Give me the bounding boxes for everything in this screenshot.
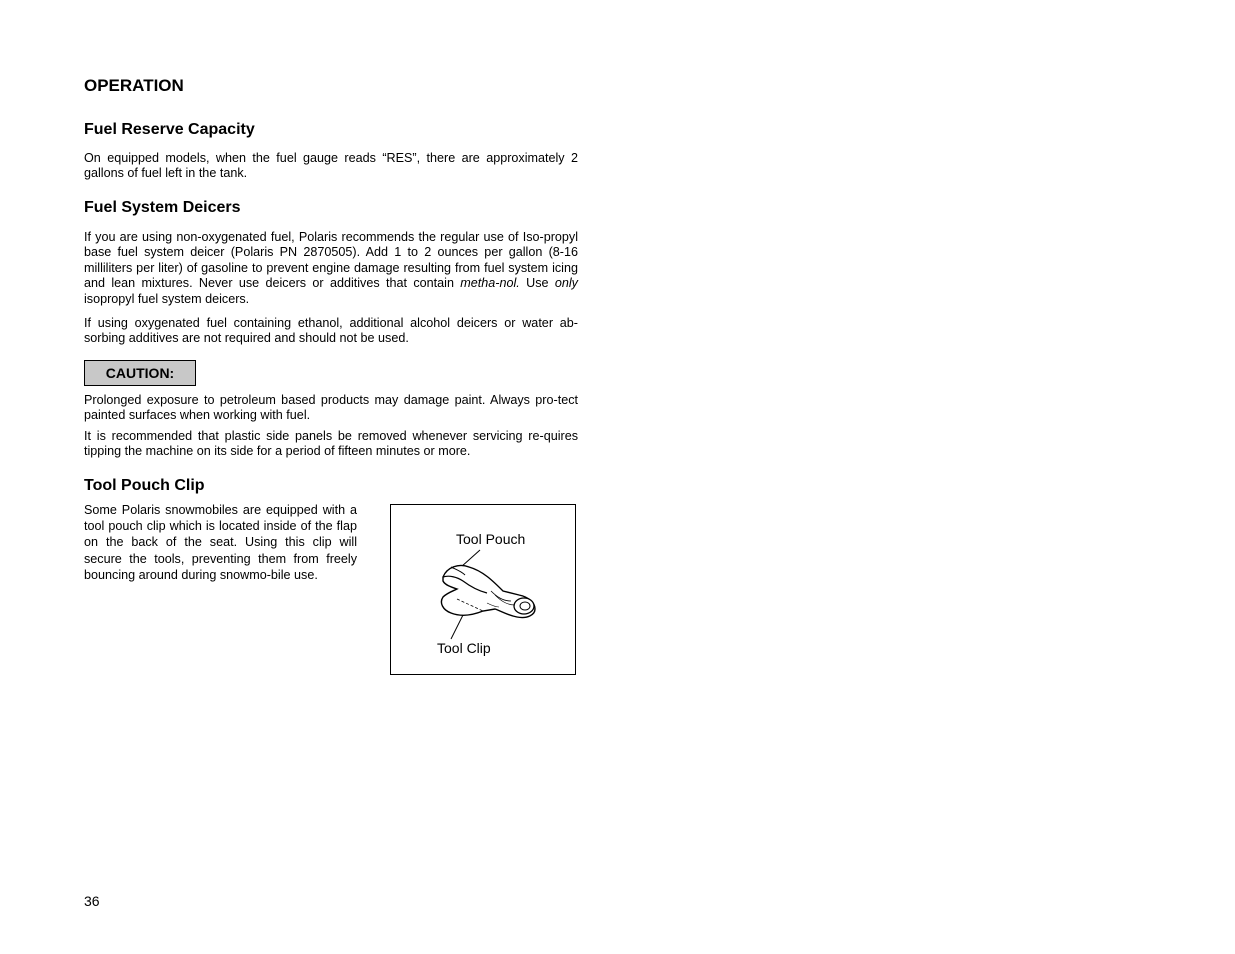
- heading-fuel-reserve: Fuel Reserve Capacity: [84, 121, 255, 138]
- label-tool-clip: Tool Clip: [437, 640, 491, 656]
- tool-pouch-figure: [390, 504, 576, 675]
- label-tool-pouch: Tool Pouch: [456, 531, 526, 547]
- heading-fuel-deicers: Fuel System Deicers: [84, 199, 241, 216]
- page-number: 36: [84, 893, 100, 909]
- paragraph-deicers-1: If you are using non-oxygenated fuel, Polaris recommends the regular use of Iso-propyl base fuel system deicer (Polaris PN 2870505). Add 1 to 2 ounces per gallon (8-16 milliliters per liter) of gasoline to prevent engine damage resulting from fuel system icing and lean mixtures. Never use deicers or additives that contain metha-nol. Use only isopropyl fuel system deicers.: [84, 230, 578, 306]
- section-title: OPERATION: [84, 76, 184, 95]
- paragraph-tool-pouch: Some Polaris snowmobiles are equipped with a tool pouch clip which is located inside of the flap on the back of the seat. Using this clip will secure the tools, preventing them from freely bouncing around during snowmo-bile use.: [84, 503, 357, 582]
- tool-pouch-clip-illustration: [391, 505, 575, 674]
- emphasis-only: only: [554, 276, 578, 291]
- heading-tool-pouch: Tool Pouch Clip: [84, 477, 205, 494]
- caution-label: CAUTION:: [84, 360, 196, 386]
- emphasis-methanol: metha-nol.: [460, 276, 520, 291]
- paragraph-deicers-2: If using oxygenated fuel containing ethanol, additional alcohol deicers or water ab-sorbing additives are not required and should not be used.: [84, 316, 578, 346]
- paragraph-caution-2: It is recommended that plastic side panels be removed whenever servicing re-quires tipping the machine on its side for a period of fifteen minutes or more.: [84, 429, 578, 459]
- paragraph-caution-1: Prolonged exposure to petroleum based products may damage paint. Always pro-tect painted surfaces when working with fuel.: [84, 393, 578, 423]
- paragraph-fuel-reserve: On equipped models, when the fuel gauge reads “RES”, there are approximately 2 gallons of fuel left in the tank.: [84, 151, 578, 181]
